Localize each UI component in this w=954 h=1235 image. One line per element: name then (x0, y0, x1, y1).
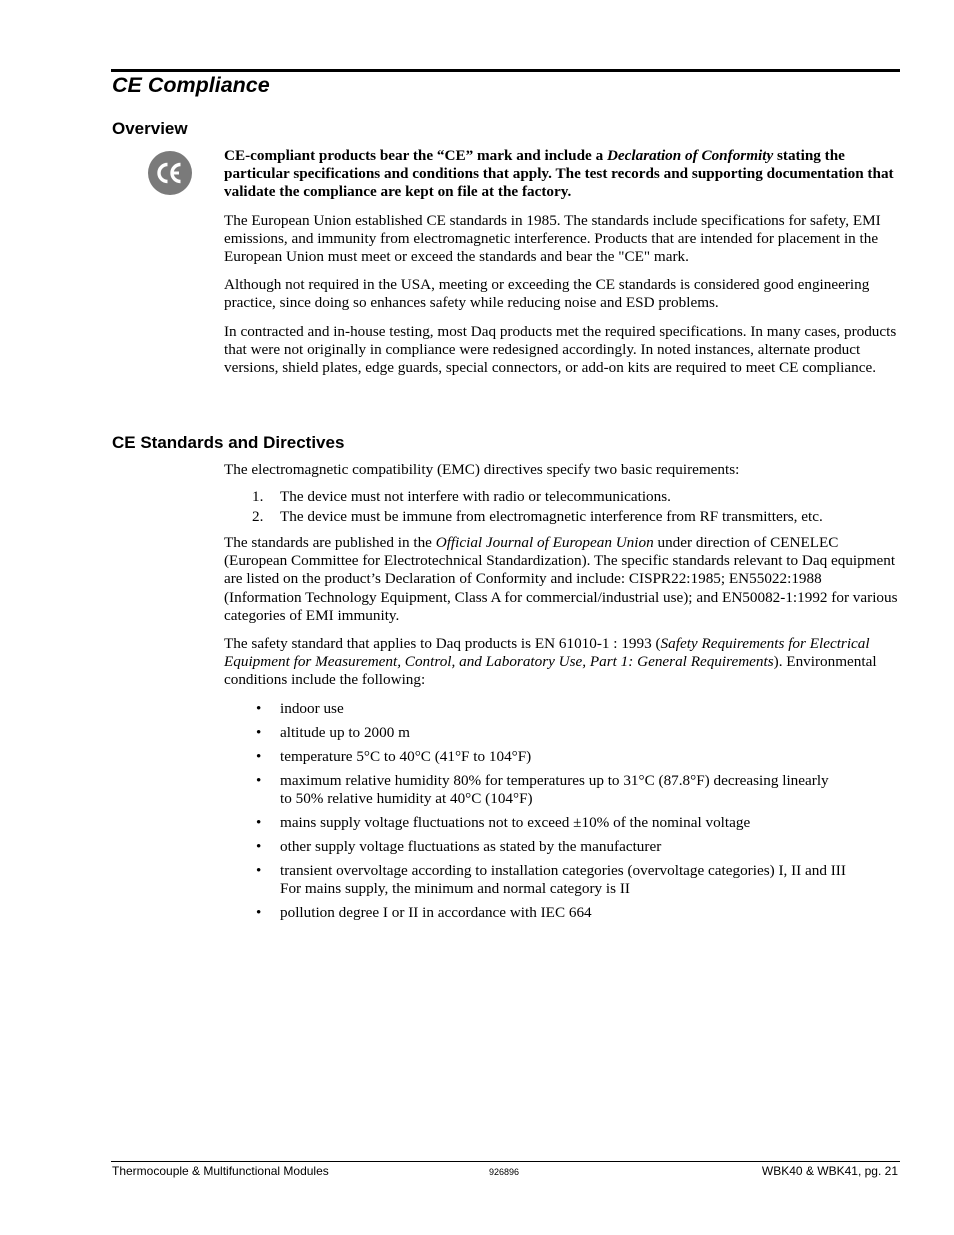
footer-left: Thermocouple & Multifunctional Modules (112, 1164, 329, 1178)
list-item-text: mains supply voltage fluctuations not to exceed ±10% of the nominal voltage (280, 814, 751, 832)
list-item (256, 700, 896, 718)
list-item-text: maximum relative humidity 80% for temperatures up to 31°C (87.8°F) decreasing linearly (280, 772, 829, 789)
list-item (256, 772, 896, 808)
page-title: CE Compliance (112, 73, 270, 97)
overview-heading: Overview (112, 119, 188, 138)
bullet-icon: • (256, 724, 262, 741)
footer-center: 926896 (489, 1167, 520, 1177)
ce-mark-icon (147, 150, 193, 196)
overview-paragraph-1: The European Union established CE standards in 1985. The standards include specifications for safety, EMI emissions, and immunity from electromagnetic interference. Products that are intended for placement in the European Union must meet or exceed the standards and bear the "CE" mark. (224, 211, 881, 266)
list-item (256, 724, 896, 742)
pub-text-italic: Official Journal of European Union (435, 534, 654, 551)
list-item-text: The device must be immune from electromagnetic interference from RF transmitters, etc. (280, 507, 823, 525)
list-item-text-continued: to 50% relative humidity at 40°C (104°F) (280, 790, 533, 808)
list-item (256, 904, 896, 922)
lead-text-italic: Declaration of Conformity (606, 147, 774, 164)
bullet-icon: • (256, 772, 262, 789)
overview-lead (224, 147, 900, 202)
list-item-text-continued: For mains supply, the minimum and normal category is II (280, 880, 630, 898)
list-number: 2. (252, 507, 264, 525)
list-item-text: indoor use (280, 700, 344, 717)
list-item (256, 838, 896, 856)
list-item-text: other supply voltage fluctuations as stated by the manufacturer (280, 838, 662, 856)
list-item-text: temperature 5°C to 40°C (41°F to 104°F) (280, 748, 532, 765)
header-rule (111, 69, 900, 72)
list-item-text: transient overvoltage according to installation categories (overvoltage categories) I, II and III (280, 862, 846, 880)
requirements-list (252, 488, 892, 528)
bullet-icon: • (256, 904, 262, 922)
safety-text-start: The safety standard that applies to Daq products is EN 61010-1 : 1993 ( (224, 635, 661, 653)
list-item-text: pollution degree I or II in accordance with IEC 664 (280, 904, 592, 922)
list-item (256, 862, 896, 898)
lead-text-end: stating the particular specifications and conditions that apply. The test records and supporting documentation that validate the compliance are kept on file at the factory. (224, 147, 894, 201)
pub-text-end: under direction of CENELEC (European Committee for Electrotechnical Standardization). The specific standards relevant to Daq equipment are listed on the product’s Declaration of Conformity and include: CISPR22:1985; EN55022:1988 (Information Technology Equipment, Class A for commercial/industrial use); and EN50082-1:1992 for various categories of EMI immunity. (224, 534, 898, 624)
environmental-conditions-list (256, 700, 896, 928)
list-item (256, 814, 896, 832)
list-item (252, 508, 892, 526)
overview-section (224, 147, 900, 377)
list-item (256, 748, 896, 766)
standards-heading: CE Standards and Directives (112, 433, 345, 452)
overview-paragraph-2: Although not required in the USA, meeting or exceeding the CE standards is considered good engineering practice, since doing so enhances safety while reducing noise and ESD problems. (224, 276, 870, 312)
standards-publication-paragraph (224, 534, 900, 625)
bullet-icon: • (256, 748, 262, 765)
standards-intro: The electromagnetic compatibility (EMC) directives specify two basic requirements: (224, 461, 740, 478)
list-item-text: The device must not interfere with radio or telecommunications. (280, 488, 671, 505)
pub-text-start: The standards are published in the (224, 534, 436, 551)
lead-text-start: CE-compliant products bear the “CE” mark and include a (224, 147, 607, 164)
safety-standard-paragraph (224, 635, 900, 690)
bullet-icon: • (256, 838, 262, 856)
footer-rule (111, 1161, 900, 1162)
bullet-icon: • (256, 814, 262, 832)
list-item-text: altitude up to 2000 m (280, 724, 410, 741)
list-item (252, 488, 892, 506)
bullet-icon: • (256, 700, 262, 717)
bullet-icon: • (256, 862, 262, 880)
overview-paragraph-3: In contracted and in-house testing, most Daq products met the required specifications. In many cases, products that were not originally in compliance were redesigned accordingly. In noted instances, alternate product versions, shield plates, edge guards, special connectors, or add-on kits are required to meet CE compliance. (224, 322, 897, 377)
safety-text-italic: Safety Requirements for Electrical Equipment for Measurement, Control, and Laboratory Use, Part 1: General Requirements (224, 635, 870, 671)
safety-text-end: ). Environmental conditions include the following: (224, 653, 877, 689)
footer-right: WBK40 & WBK41, pg. 21 (761, 1164, 898, 1178)
list-number: 1. (252, 488, 264, 505)
standards-body (224, 534, 900, 690)
